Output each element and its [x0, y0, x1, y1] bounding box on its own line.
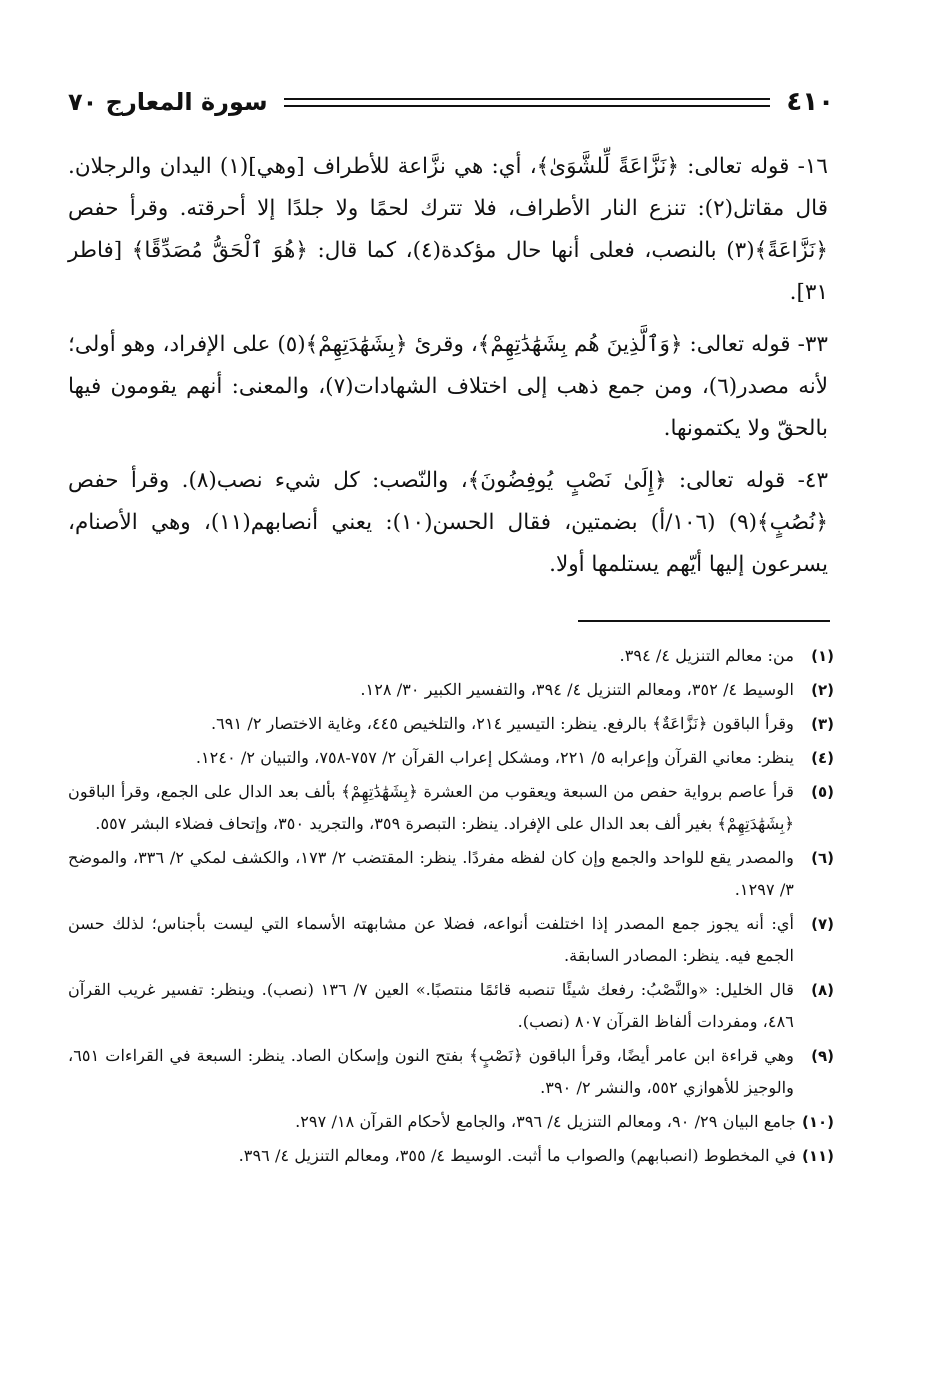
footnote-rule — [578, 620, 830, 622]
footnote — [68, 1106, 834, 1138]
footnote-number: (٨) — [811, 981, 834, 999]
footnote-number: (١١) — [801, 1147, 834, 1165]
footnote-number: (١٠) — [801, 1113, 834, 1131]
surah-title: سورة المعارج ٧٠ — [68, 88, 268, 116]
commentary-paragraph: ٣٣- قوله تعالى: ﴿وَٱلَّذِينَ هُم بِشَهَٰدَٰتِهِمْ﴾، وقرئ ﴿بِشَهَٰدَتِهِمْ﴾(٥) على الإفراد، وهو أولى؛ لأنه مصدر(٦)، ومن جمع ذهب إلى اختلاف الشهادات(٧)، والمعنى: أنهم يقومون فيها بالحقّ ولا يكتمونها. — [68, 332, 829, 441]
footnote-text: في المخطوط (انصبابهم) والصواب ما أثبت. الوسيط ٤/ ٣٥٥، ومعالم التنزيل ٤/ ٣٩٦. — [238, 1146, 796, 1165]
footnote-number: (٦) — [811, 849, 834, 867]
footnote-text: قال الخليل: «والنَّصْبُ: رفعك شيئًا تنصبه قائمًا منتصبًا.» العين ٧/ ١٣٦ (نصب). وينظر: تفسير غريب القرآن ٤٨٦، ومفردات ألفاظ القرآن ٨٠٧ (نصب). — [68, 980, 794, 1031]
footnotes — [68, 640, 834, 1172]
commentary-paragraph: ١٦- قوله تعالى: ﴿نَزَّاعَةً لِّلشَّوَىٰ﴾، أي: هي نزَّاعة للأطراف [وهي](١) اليدان والرجلان. قال مقاتل(٢): تنزع النار الأطراف، فلا تترك لحمًا ولا جلدًا إلا أحرقته. وقرأ حفص ﴿نَزَّاعَةً﴾(٣) بالنصب، فعلى أنها حال مؤكدة(٤)، كما قال: ﴿هُوَ ٱلْحَقُّ مُصَدِّقًا﴾ [فاطر ٣١]. — [68, 154, 828, 305]
footnote — [68, 974, 834, 1038]
footnote — [68, 674, 834, 706]
footnote — [68, 1040, 834, 1104]
footnote-text: قرأ عاصم برواية حفص من السبعة ويعقوب من العشرة ﴿بِشَهَٰدَٰتِهِمْ﴾ بألف بعد الدال على الجمع، وقرأ الباقون ﴿بِشَهَٰدَتِهِمْ﴾ بغير ألف بعد الدال على الإفراد. ينظر: التبصرة ٣٥٩، والتجريد ٣٥٠، وإتحاف فضلاء البشر ٥٥٧. — [68, 782, 794, 833]
footnote-text: جامع البيان ٢٩/ ٩٠، ومعالم التنزيل ٤/ ٣٩٦، والجامع لأحكام القرآن ١٨/ ٢٩٧. — [295, 1112, 796, 1131]
footnote-number: (٢) — [811, 681, 834, 699]
page — [68, 80, 834, 1174]
footnote-number: (١) — [811, 647, 834, 665]
running-header — [68, 80, 834, 124]
footnote-text: وقرأ الباقون ﴿نَزَّاعَةٌ﴾ بالرفع. ينظر: التيسير ٢١٤، والتلخيص ٤٤٥، وغاية الاختصار ٢/ ٦٩١. — [210, 714, 794, 733]
page-number: ٤١٠ — [786, 87, 834, 117]
footnote — [68, 1140, 834, 1172]
footnote-number: (٥) — [811, 783, 834, 801]
footnote-text: أي: أنه يجوز جمع المصدر إذا اختلفت أنواعه، فضلا عن مشابهته الأسماء التي ليست بأجناس؛ لذلك حسن الجمع فيه. ينظر: المصادر السابقة. — [68, 914, 794, 965]
footnote-text: وهي قراءة ابن عامر أيضًا، وقرأ الباقون ﴿نَصْبٍ﴾ بفتح النون وإسكان الصاد. ينظر: السبعة في القراءات ٦٥١، والوجيز للأهوازي ٥٥٢، والنشر ٢/ ٣٩٠. — [68, 1046, 794, 1097]
footnote-text: والمصدر يقع للواحد والجمع وإن كان لفظه مفردًا. ينظر: المقتضب ٢/ ١٧٣، والكشف لمكي ٢/ ٣٣٦، والموضح ٣/ ١٢٩٧. — [68, 848, 794, 899]
footnote — [68, 640, 834, 672]
header-rule — [284, 98, 771, 107]
footnote-separator — [68, 586, 834, 622]
footnote — [68, 842, 834, 906]
footnote-number: (٣) — [811, 715, 834, 733]
footnote-number: (٧) — [811, 915, 834, 933]
footnote — [68, 742, 834, 774]
main-text — [68, 146, 834, 586]
footnote-text: ينظر: معاني القرآن وإعرابه ٥/ ٢٢١، ومشكل إعراب القرآن ٢/ ٧٥٧-٧٥٨، والتبيان ٢/ ١٢٤٠. — [195, 748, 794, 767]
commentary-paragraph: ٤٣- قوله تعالى: ﴿إِلَىٰ نَصْبٍ يُوفِضُونَ﴾، والنّصب: كل شيء نصب(٨). وقرأ حفص ﴿نُصُبٍ﴾(٩) (١٠٦/أ) بضمتين، فقال الحسن(١٠): يعني أنصابهم(١١)، وهي الأصنام، يسرعون إليها أيّهم يستلمها أولا. — [68, 468, 828, 577]
footnote — [68, 908, 834, 972]
footnote-text: الوسيط ٤/ ٣٥٢، ومعالم التنزيل ٤/ ٣٩٤، والتفسير الكبير ٣٠/ ١٢٨. — [360, 680, 794, 699]
footnote — [68, 776, 834, 840]
footnote-text: من: معالم التنزيل ٤/ ٣٩٤. — [619, 646, 794, 665]
footnote-number: (٩) — [811, 1047, 834, 1065]
footnote — [68, 708, 834, 740]
footnote-number: (٤) — [811, 749, 834, 767]
